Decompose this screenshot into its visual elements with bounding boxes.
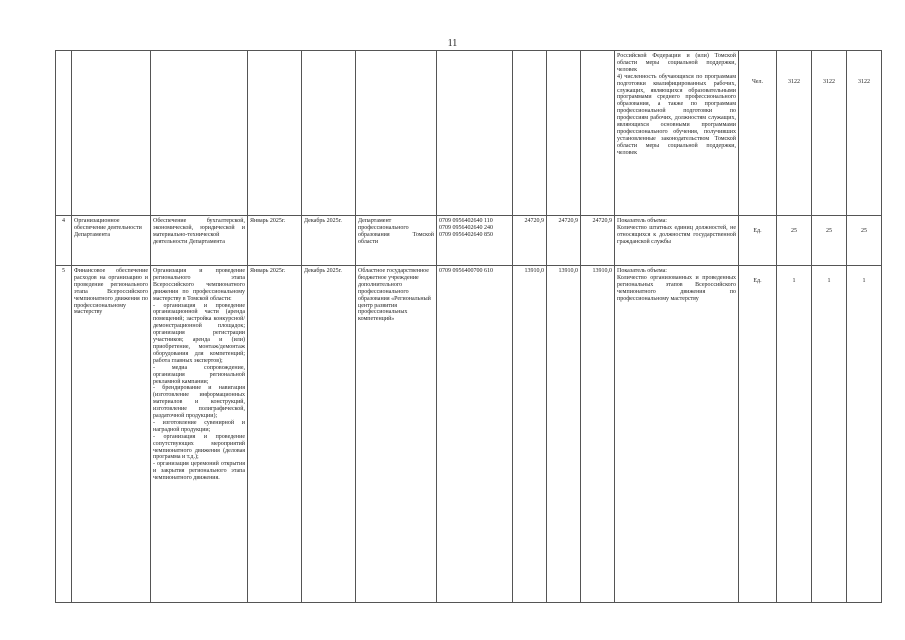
row-number: 5 <box>56 266 72 603</box>
value-cell-2: 25 <box>812 216 847 266</box>
end-date-cell <box>302 51 356 216</box>
value-cell-1: 1 <box>777 266 812 603</box>
unit-cell: Чел. <box>739 51 777 216</box>
amount-3-cell <box>581 51 615 216</box>
start-date-cell: Январь 2025г. <box>248 266 302 603</box>
indicator-cell: Показатель объема: Количество организованных и проведенных региональных этапов Всероссийского чемпионатного движения по профессиональному мастерству <box>615 266 739 603</box>
end-date-cell: Декабрь 2025г. <box>302 266 356 603</box>
end-date-cell: Декабрь 2025г. <box>302 216 356 266</box>
budget-codes-cell: 0709 0956400700 610 <box>437 266 513 603</box>
amount-2-cell: 24720,9 <box>547 216 581 266</box>
activity-cell: Финансовое обеспечение расходов на организацию и проведение регионального этапа Всероссийского чемпионатного движения по профессиональному мастерству <box>72 266 151 603</box>
table-row <box>56 51 882 216</box>
plan-table <box>55 50 882 603</box>
amount-2-cell <box>547 51 581 216</box>
value-cell-3: 25 <box>847 216 882 266</box>
value-cell-1: 25 <box>777 216 812 266</box>
value-cell-3: 1 <box>847 266 882 603</box>
amount-3-cell: 24720,9 <box>581 216 615 266</box>
start-date-cell: Январь 2025г. <box>248 216 302 266</box>
executor-cell <box>356 51 437 216</box>
value-cell-1: 3122 <box>777 51 812 216</box>
budget-codes-cell <box>437 51 513 216</box>
activity-cell: Организационное обеспечение деятельности Департамента <box>72 216 151 266</box>
start-date-cell <box>248 51 302 216</box>
amount-total-cell: 13910,0 <box>513 266 547 603</box>
row-number: 4 <box>56 216 72 266</box>
activity-cell <box>72 51 151 216</box>
executor-cell: Департамент профессионального образования Томской области <box>356 216 437 266</box>
value-cell-3: 3122 <box>847 51 882 216</box>
value-cell-2: 1 <box>812 266 847 603</box>
amount-total-cell: 24720,9 <box>513 216 547 266</box>
amount-3-cell: 13910,0 <box>581 266 615 603</box>
table-row <box>56 216 882 266</box>
description-cell <box>151 51 248 216</box>
budget-codes-cell: 0709 0956402640 110 0709 0956402640 240 0709 0956402640 850 <box>437 216 513 266</box>
description-cell: Организация и проведение регионального этапа Всероссийского чемпионатного движения по профессиональному мастерству в Томской области: - организация и проведение организационной части (аренда помещений; застройка конкурсной/демонстрационной площадок; организация регистрации участников; аренда и (или) приобретение, монтаж/демонтаж оборудования для компетенций; работа главных экспертов); - медиа сопровождение, организация региональной рекламной кампании; - брендирование и навигация (изготовление информационных материалов и конструкций, изготовление полиграфической, раздаточной продукции); - изготовление сувенирной и наградной продукции; - организация и проведение сопутствующих мероприятий чемпионатного движения (деловая программа и т.д.); - организация церемоний открытия и закрытия регионального этапа чемпионатного движения. <box>151 266 248 603</box>
unit-cell: Ед. <box>739 216 777 266</box>
value-cell-2: 3122 <box>812 51 847 216</box>
table-row <box>56 266 882 603</box>
description-cell: Обеспечение бухгалтерской, экономической, юридической и материально-технической деятельности Департамента <box>151 216 248 266</box>
unit-cell: Ед. <box>739 266 777 603</box>
executor-cell: Областное государственное бюджетное учреждение дополнительного профессионального образования «Региональный центр развития профессиональных компетенций» <box>356 266 437 603</box>
indicator-cell: Показатель объема: Количество штатных единиц должностей, не относящихся к должностям государственной гражданской службы <box>615 216 739 266</box>
row-number <box>56 51 72 216</box>
amount-total-cell <box>513 51 547 216</box>
page-number: 11 <box>447 38 458 49</box>
indicator-cell: Российской Федерации и (или) Томской области меры социальной поддержки, человек 4) численность обучающихся по программам подготовки квалифицированных рабочих, служащих, являющихся образовательными программами среднего профессионального образования, а также по программам профессиональной подготовки по профессиям рабочих, должностям служащих, являющихся основными программами профессионального обучения, получивших установленные законодательством Томской области меры социальной поддержки, человек <box>615 51 739 216</box>
amount-2-cell: 13910,0 <box>547 266 581 603</box>
